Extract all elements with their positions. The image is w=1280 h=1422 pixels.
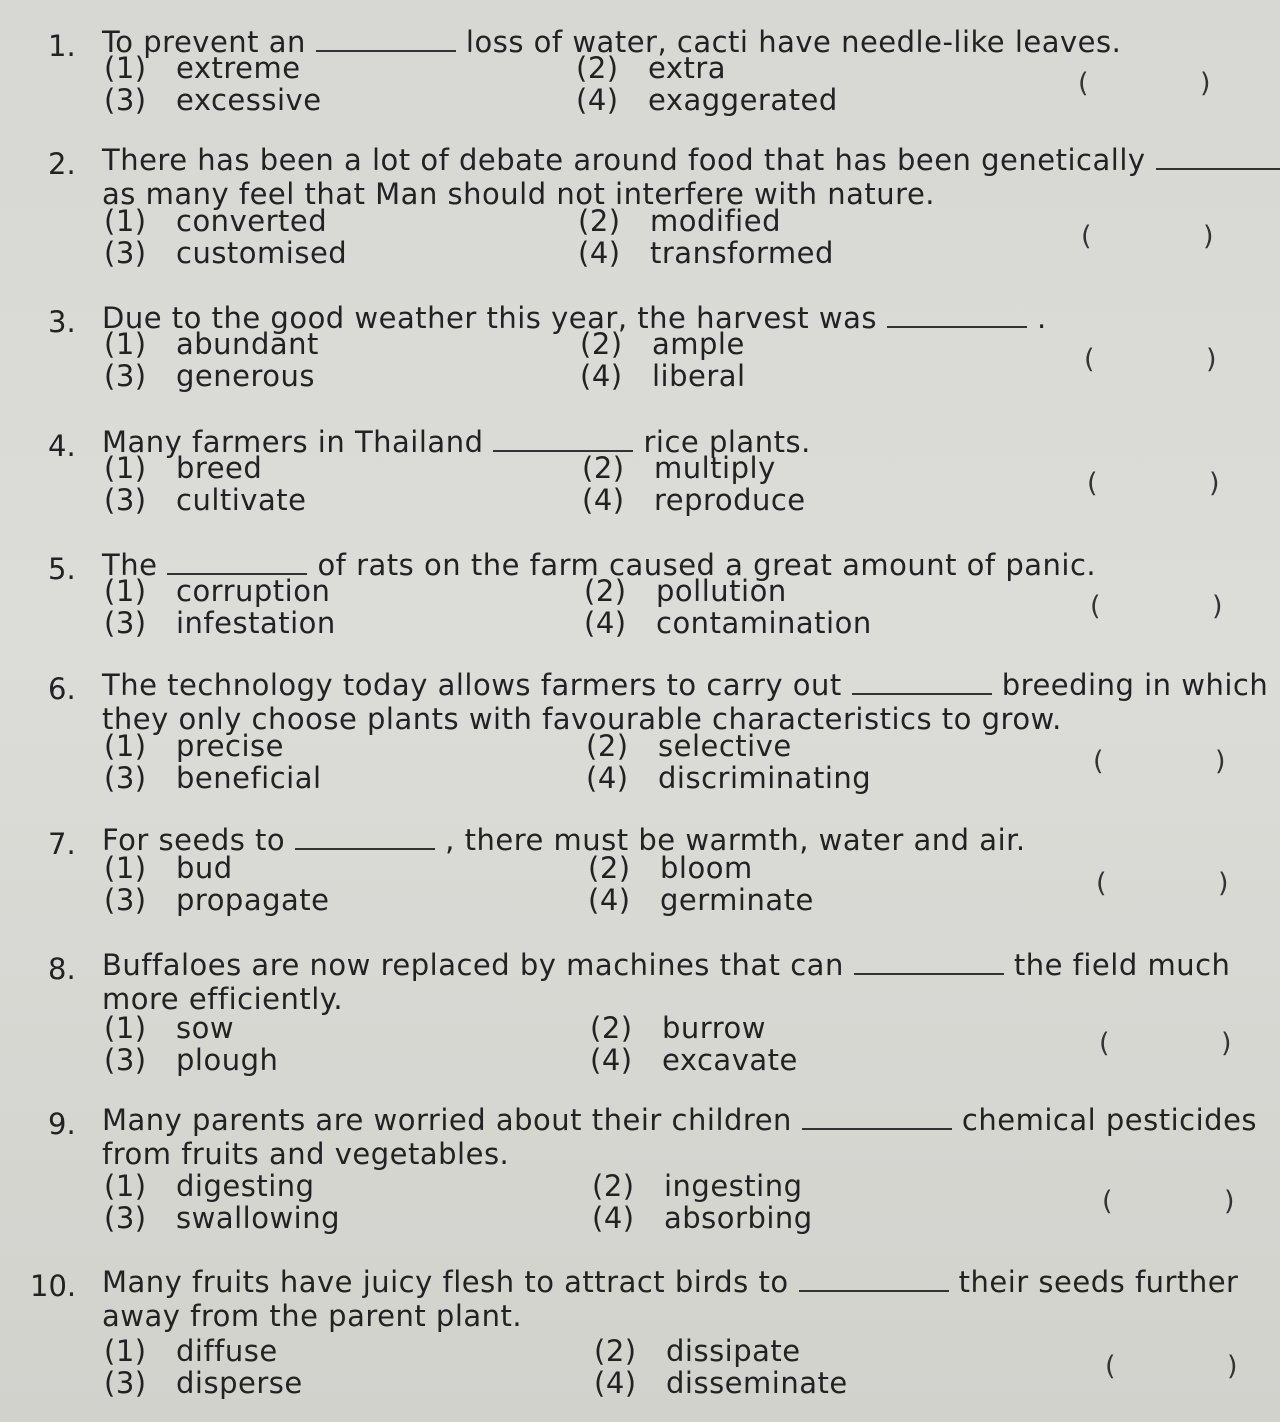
option-text: burrow (662, 1011, 766, 1045)
question-5 (0, 545, 1280, 645)
question-text-after: of rats on the farm caused a great amount of panic. (317, 548, 1097, 582)
option-2[interactable] (590, 1012, 766, 1044)
option-text: discriminating (658, 761, 872, 795)
option-text: ample (652, 327, 745, 361)
answer-bracket-open: ( (1078, 68, 1089, 99)
question-7 (0, 820, 1280, 922)
option-1[interactable] (104, 205, 327, 237)
answer-blank[interactable] (316, 28, 456, 52)
option-number: (3) (104, 883, 147, 917)
question-text-after: their seeds further (958, 1265, 1239, 1299)
option-2[interactable] (578, 205, 781, 237)
option-2[interactable] (588, 852, 753, 884)
answer-box[interactable] (1111, 746, 1211, 776)
option-number: (2) (580, 327, 623, 361)
option-number: (3) (104, 83, 147, 117)
option-text: transformed (650, 236, 834, 270)
option-number: (1) (104, 1169, 147, 1203)
question-text (102, 1104, 1257, 1136)
option-text: swallowing (176, 1201, 341, 1235)
option-number: (2) (594, 1334, 637, 1368)
option-text: selective (658, 729, 792, 763)
option-text: breed (176, 451, 263, 485)
question-text (102, 949, 1230, 981)
option-text: modified (650, 204, 781, 238)
question-10 (0, 1262, 1280, 1405)
answer-box[interactable] (1108, 591, 1208, 621)
question-number: 4. (48, 429, 76, 463)
option-2[interactable] (584, 575, 787, 607)
option-number: (3) (104, 1043, 147, 1077)
question-text-before: Many fruits have juicy flesh to attract birds to (102, 1265, 789, 1299)
question-text-continued: from fruits and vegetables. (102, 1137, 510, 1171)
answer-blank[interactable] (854, 951, 1004, 975)
option-text: sow (176, 1011, 235, 1045)
option-number: (2) (590, 1011, 633, 1045)
question-text-before: Buffaloes are now replaced by machines that can (102, 948, 844, 982)
option-number: (3) (104, 483, 147, 517)
option-text: germinate (660, 883, 814, 917)
answer-blank[interactable] (167, 551, 307, 575)
option-4[interactable] (580, 360, 746, 392)
question-text-after: rice plants. (643, 425, 811, 459)
question-text-before: The (102, 548, 158, 582)
option-3[interactable] (104, 84, 322, 116)
option-2[interactable] (592, 1170, 803, 1202)
option-text: extra (648, 51, 727, 85)
question-text-before: There has been a lot of debate around food that has been genetically (102, 143, 1146, 177)
option-number: (3) (104, 761, 147, 795)
option-text: bloom (660, 851, 753, 885)
answer-bracket-open: ( (1090, 591, 1101, 622)
question-number: 1. (48, 29, 76, 63)
option-text: excavate (662, 1043, 798, 1077)
option-3[interactable] (104, 1044, 278, 1076)
option-number: (4) (582, 483, 625, 517)
option-1[interactable] (104, 1012, 234, 1044)
question-4 (0, 422, 1280, 522)
option-number: (2) (576, 51, 619, 85)
option-3[interactable] (104, 1202, 340, 1234)
answer-blank[interactable] (802, 1106, 952, 1130)
option-number: (1) (104, 574, 147, 608)
option-text: corruption (176, 574, 331, 608)
option-number: (2) (586, 729, 629, 763)
question-text-after: . (1036, 301, 1047, 335)
option-number: (1) (104, 1011, 147, 1045)
option-4[interactable] (590, 1044, 798, 1076)
option-3[interactable] (104, 484, 306, 516)
option-number: (1) (104, 1334, 147, 1368)
question-number: 3. (48, 305, 76, 339)
question-text-before: The technology today allows farmers to carry out (102, 668, 842, 702)
option-4[interactable] (592, 1202, 813, 1234)
answer-bracket-open: ( (1099, 1028, 1110, 1059)
question-text-after: chemical pesticides (961, 1103, 1258, 1137)
option-3[interactable] (104, 607, 336, 639)
question-text-before: For seeds to (102, 823, 286, 857)
answer-bracket-close: ) (1218, 868, 1229, 899)
answer-blank[interactable] (1156, 146, 1280, 170)
answer-box[interactable] (1114, 868, 1214, 898)
answer-bracket-open: ( (1081, 221, 1092, 252)
question-text (102, 669, 1268, 701)
option-2[interactable] (582, 452, 776, 484)
option-4[interactable] (594, 1367, 848, 1399)
question-9 (0, 1100, 1280, 1240)
answer-blank[interactable] (852, 671, 992, 695)
option-text: disperse (176, 1366, 303, 1400)
option-number: (4) (590, 1043, 633, 1077)
option-4[interactable] (576, 84, 838, 116)
option-number: (3) (104, 1366, 147, 1400)
option-4[interactable] (578, 237, 834, 269)
question-text-continued: as many feel that Man should not interfere with nature. (102, 177, 936, 211)
option-1[interactable] (104, 52, 301, 84)
option-text: customised (176, 236, 348, 270)
question-2 (0, 140, 1280, 275)
answer-bracket-open: ( (1087, 468, 1098, 499)
answer-blank[interactable] (295, 826, 435, 850)
question-text-after: , there must be warmth, water and air. (445, 823, 1026, 857)
option-2[interactable] (580, 328, 745, 360)
answer-blank[interactable] (887, 304, 1027, 328)
option-2[interactable] (576, 52, 726, 84)
option-number: (1) (104, 51, 147, 85)
option-number: (3) (104, 359, 147, 393)
option-number: (2) (578, 204, 621, 238)
question-text-before: To prevent an (102, 25, 306, 59)
option-text: reproduce (654, 483, 806, 517)
answer-bracket-open: ( (1105, 1351, 1116, 1382)
answer-box[interactable] (1099, 221, 1199, 251)
option-number: (1) (104, 729, 147, 763)
question-number: 6. (48, 672, 76, 706)
question-number: 5. (48, 552, 76, 586)
option-text: dissipate (666, 1334, 801, 1368)
answer-bracket-open: ( (1084, 344, 1095, 375)
answer-bracket-close: ) (1203, 221, 1214, 252)
answer-bracket-close: ) (1212, 591, 1223, 622)
question-8 (0, 945, 1280, 1082)
question-3 (0, 298, 1280, 398)
option-4[interactable] (586, 762, 871, 794)
option-number: (3) (104, 606, 147, 640)
question-6 (0, 665, 1280, 800)
option-number: (2) (584, 574, 627, 608)
option-number: (1) (104, 851, 147, 885)
option-1[interactable] (104, 852, 233, 884)
option-number: (4) (578, 236, 621, 270)
option-text: cultivate (176, 483, 307, 517)
answer-bracket-close: ) (1224, 1186, 1235, 1217)
question-text-after: loss of water, cacti have needle-like leaves. (465, 25, 1122, 59)
answer-bracket-open: ( (1093, 746, 1104, 777)
question-text-continued: away from the parent plant. (102, 1299, 523, 1333)
option-number: (2) (582, 451, 625, 485)
answer-bracket-close: ) (1206, 344, 1217, 375)
option-number: (2) (588, 851, 631, 885)
option-number: (4) (584, 606, 627, 640)
option-number: (1) (104, 451, 147, 485)
option-text: generous (176, 359, 315, 393)
option-2[interactable] (594, 1335, 801, 1367)
option-1[interactable] (104, 1335, 278, 1367)
question-text-continued: more efficiently. (102, 982, 344, 1016)
option-text: multiply (654, 451, 776, 485)
question-number: 10. (30, 1269, 77, 1303)
answer-bracket-open: ( (1102, 1186, 1113, 1217)
answer-box[interactable] (1120, 1186, 1220, 1216)
option-text: digesting (176, 1169, 315, 1203)
answer-blank[interactable] (799, 1268, 949, 1292)
option-text: pollution (656, 574, 787, 608)
option-1[interactable] (104, 328, 319, 360)
option-number: (1) (104, 204, 147, 238)
option-4[interactable] (582, 484, 806, 516)
question-text (102, 1266, 1238, 1298)
option-text: infestation (176, 606, 336, 640)
question-number: 9. (48, 1107, 76, 1141)
answer-bracket-close: ) (1215, 746, 1226, 777)
option-number: (4) (586, 761, 629, 795)
answer-box[interactable] (1105, 468, 1205, 498)
option-text: exaggerated (648, 83, 838, 117)
option-text: ingesting (664, 1169, 803, 1203)
option-text: precise (176, 729, 284, 763)
option-4[interactable] (584, 607, 872, 639)
question-text-after: the field much (1013, 948, 1231, 982)
answer-blank[interactable] (493, 428, 633, 452)
option-number: (4) (594, 1366, 637, 1400)
option-text: extreme (176, 51, 301, 85)
option-number: (3) (104, 236, 147, 270)
option-1[interactable] (104, 575, 330, 607)
question-text-after: breeding in which (1001, 668, 1269, 702)
option-number: (1) (104, 327, 147, 361)
option-number: (4) (592, 1201, 635, 1235)
option-number: (3) (104, 1201, 147, 1235)
option-1[interactable] (104, 1170, 315, 1202)
question-number: 2. (48, 147, 76, 181)
option-3[interactable] (104, 237, 347, 269)
question-number: 8. (48, 952, 76, 986)
answer-bracket-close: ) (1221, 1028, 1232, 1059)
answer-box[interactable] (1096, 68, 1196, 98)
answer-bracket-close: ) (1209, 468, 1220, 499)
option-number: (4) (588, 883, 631, 917)
option-number: (4) (580, 359, 623, 393)
option-text: diffuse (176, 1334, 278, 1368)
option-3[interactable] (104, 762, 322, 794)
question-1 (0, 22, 1280, 122)
option-3[interactable] (104, 884, 330, 916)
question-number: 7. (48, 827, 76, 861)
question-text (102, 824, 1026, 856)
question-text-continued: they only choose plants with favourable characteristics to grow. (102, 702, 1062, 736)
option-text: disseminate (666, 1366, 848, 1400)
question-text-before: Many parents are worried about their children (102, 1103, 792, 1137)
question-text (102, 144, 1280, 176)
option-1[interactable] (104, 452, 262, 484)
option-text: absorbing (664, 1201, 813, 1235)
option-3[interactable] (104, 360, 315, 392)
option-number: (4) (576, 83, 619, 117)
answer-box[interactable] (1123, 1351, 1223, 1381)
option-1[interactable] (104, 730, 284, 762)
option-text: excessive (176, 83, 322, 117)
option-text: propagate (176, 883, 330, 917)
option-text: converted (176, 204, 328, 238)
option-text: plough (176, 1043, 279, 1077)
answer-box[interactable] (1117, 1028, 1217, 1058)
option-text: bud (176, 851, 233, 885)
option-text: liberal (652, 359, 746, 393)
answer-bracket-open: ( (1096, 868, 1107, 899)
option-3[interactable] (104, 1367, 303, 1399)
question-text-before: Due to the good weather this year, the harvest was (102, 301, 877, 335)
option-2[interactable] (586, 730, 792, 762)
question-text-before: Many farmers in Thailand (102, 425, 484, 459)
option-number: (2) (592, 1169, 635, 1203)
option-text: contamination (656, 606, 872, 640)
answer-bracket-close: ) (1200, 68, 1211, 99)
option-text: beneficial (176, 761, 322, 795)
answer-box[interactable] (1102, 344, 1202, 374)
option-text: abundant (176, 327, 319, 361)
option-4[interactable] (588, 884, 814, 916)
answer-bracket-close: ) (1227, 1351, 1238, 1382)
